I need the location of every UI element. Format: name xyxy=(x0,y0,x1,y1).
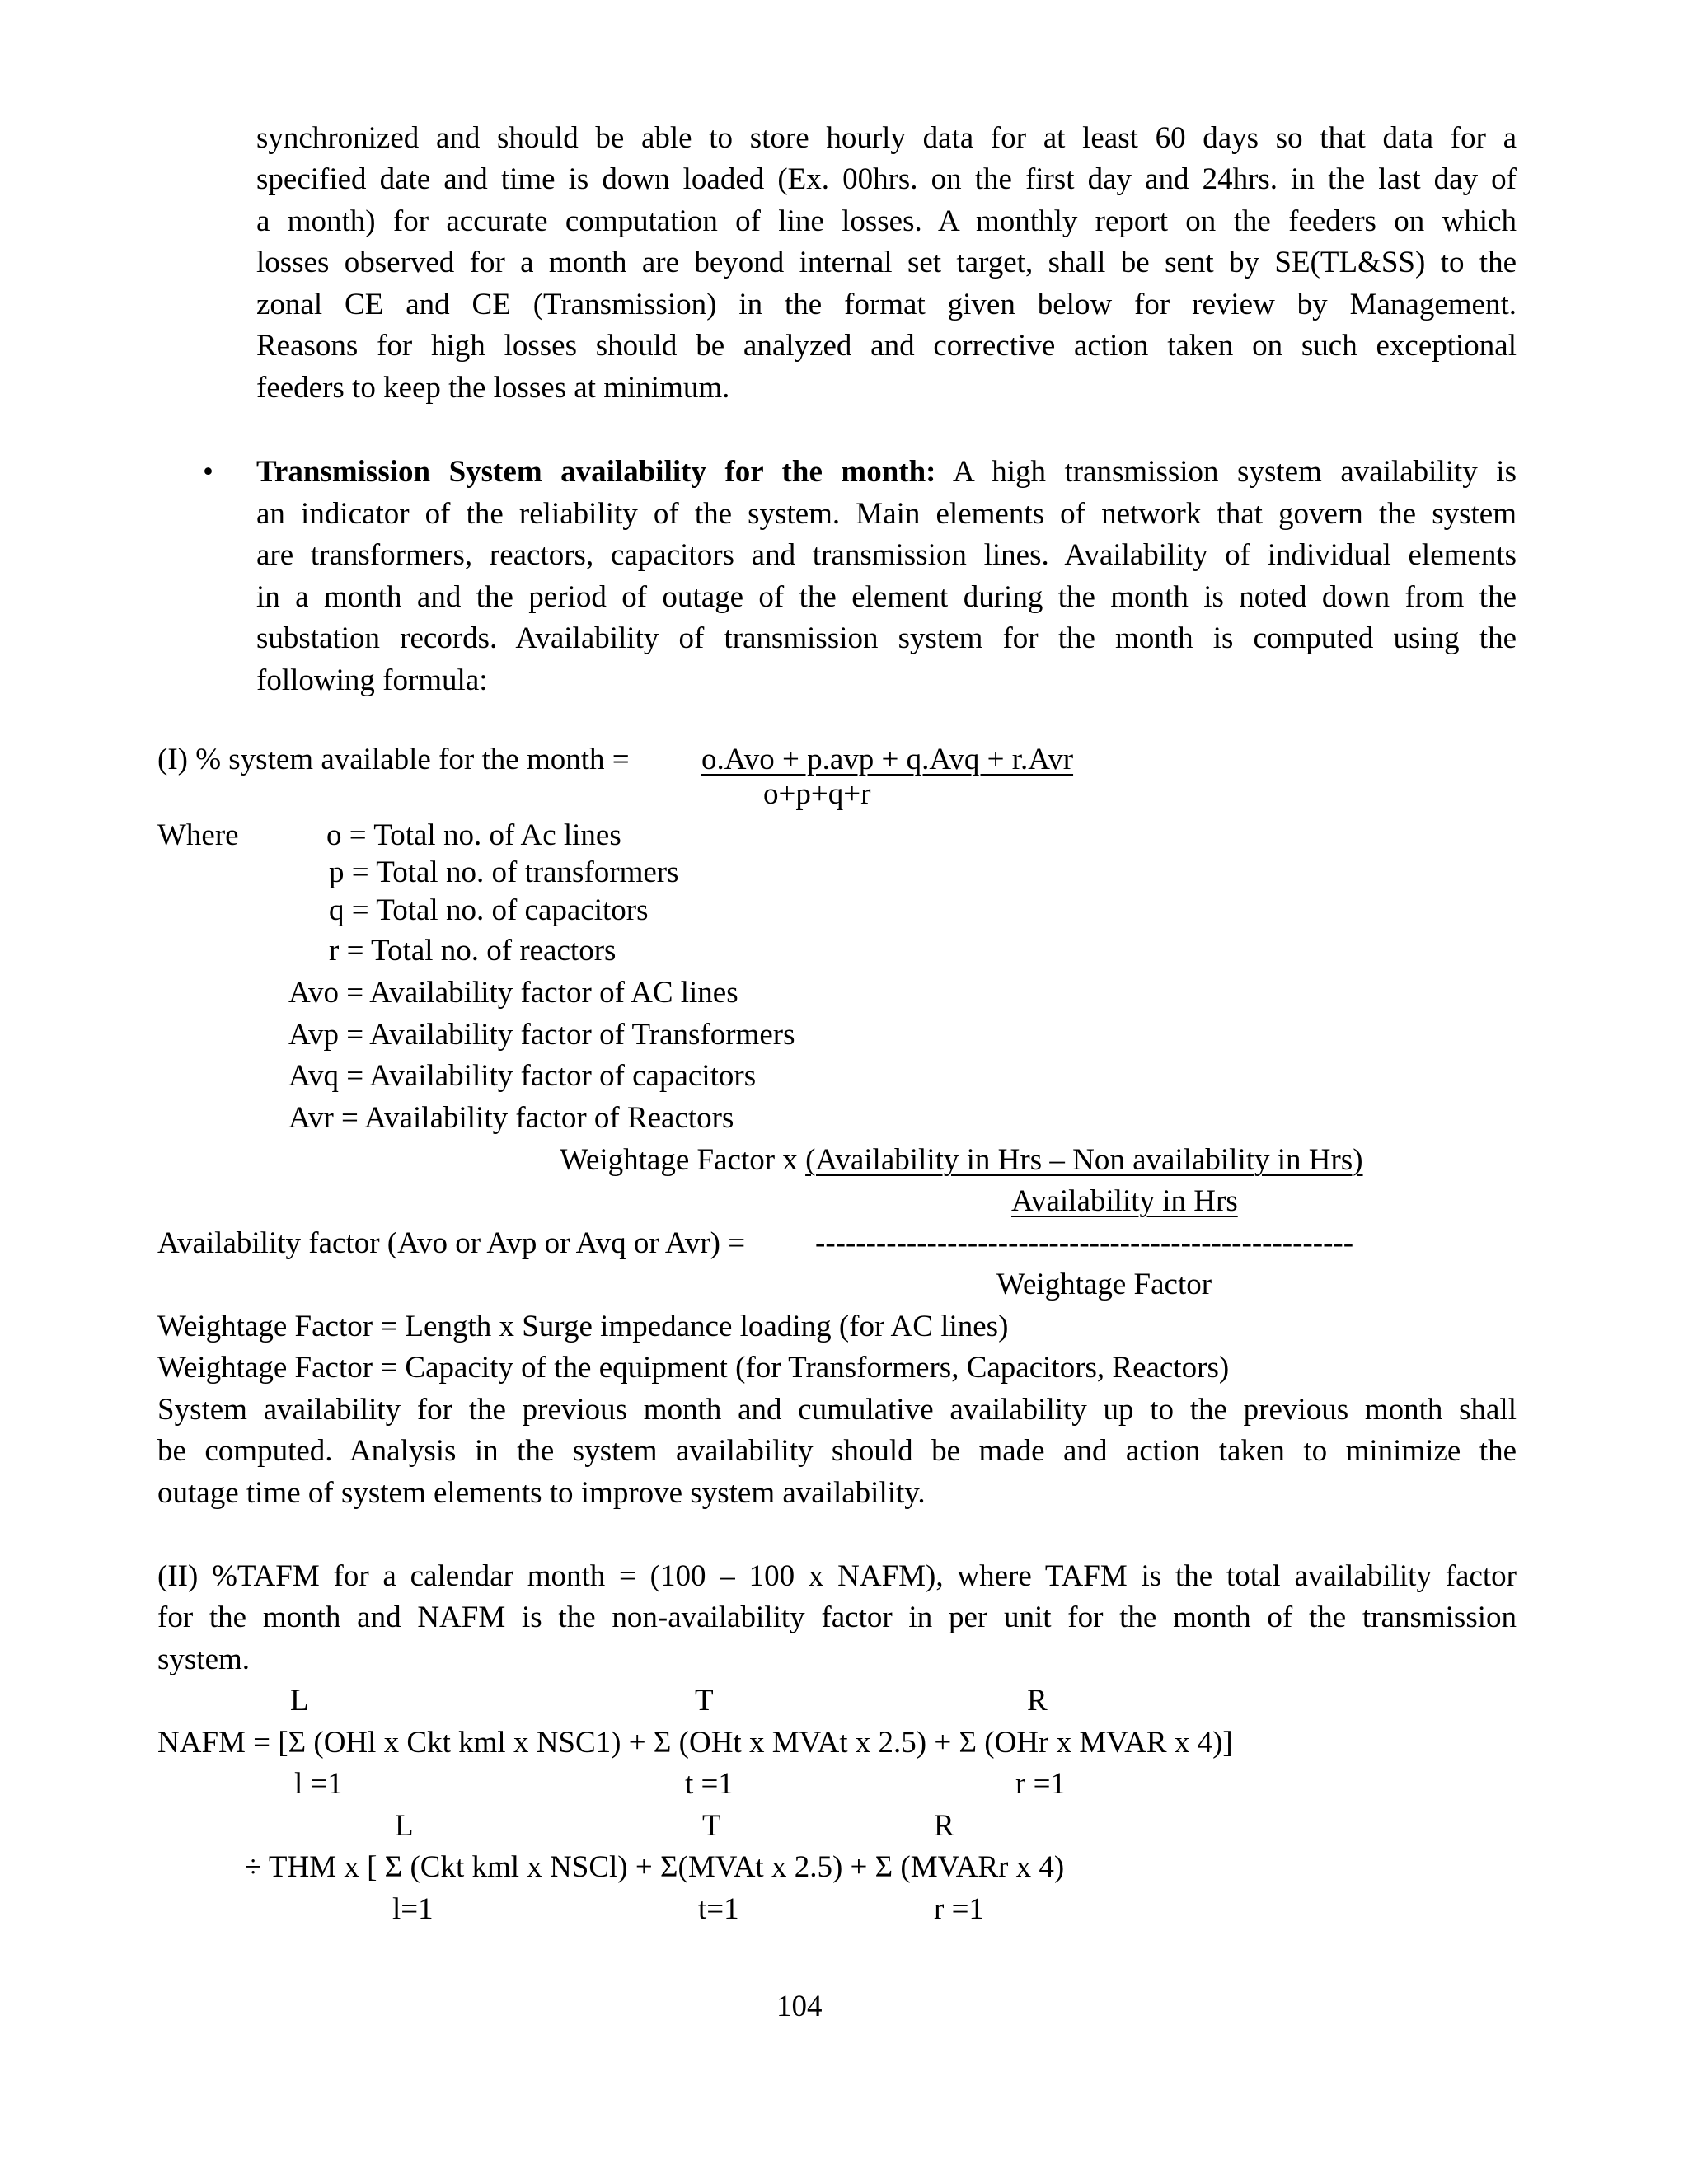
page-number: 104 xyxy=(776,1990,823,2023)
bullet-icon: • xyxy=(203,455,213,489)
summation-upper-limit: L xyxy=(290,1684,309,1718)
text-line: zonal CE and CE (Transmission) in the format given below for review by Management. xyxy=(256,288,1517,321)
summation-lower-limit: r =1 xyxy=(934,1892,984,1926)
bullet-first-line xyxy=(256,452,1517,494)
formula-numerator: o.Avo + p.avp + q.Avq + r.Avr xyxy=(701,743,1074,776)
text-line: for the month and NAFM is the non-availability factor in per unit for the month of the transmission xyxy=(157,1601,1517,1634)
bullet-heading: Transmission System availability for the month: xyxy=(256,455,936,489)
text-line: are transformers, reactors, capacitors and transmission lines. Availability of individual elements xyxy=(256,538,1517,572)
nafm-expression: NAFM = [Σ (OHl x Ckt kml x NSC1) + Σ (OHt x MVAt x 2.5) + Σ (OHr x MVAR x 4)] xyxy=(157,1726,1233,1760)
summation-lower-limit: r =1 xyxy=(1015,1767,1066,1801)
summation-lower-limit: t =1 xyxy=(685,1767,734,1801)
definition-line: Avo = Availability factor of AC lines xyxy=(288,976,738,1010)
formula-label: (I) % system available for the month = xyxy=(157,743,630,776)
text-line: a month) for accurate computation of line losses. A monthly report on the feeders on which xyxy=(256,204,1517,238)
definition-line: Avp = Availability factor of Transformers xyxy=(288,1018,795,1052)
text-line: an indicator of the reliability of the system. Main elements of network that govern the system xyxy=(256,497,1517,531)
availability-factor-label: Availability factor (Avo or Avp or Avq or Avr) = xyxy=(157,1226,746,1260)
summation-lower-limit: t=1 xyxy=(698,1892,739,1926)
text-line: outage time of system elements to improve system availability. xyxy=(157,1476,926,1510)
text-line: Reasons for high losses should be analyzed and corrective action taken on such exceptional xyxy=(256,329,1517,363)
summation-upper-limit: R xyxy=(1027,1684,1048,1718)
fraction-dashes: ----------------------------------------------------- xyxy=(815,1226,1354,1260)
text-line: following formula: xyxy=(256,663,488,697)
weightage-line-equipment: Weightage Factor = Capacity of the equipment (for Transformers, Capacitors, Reactors) xyxy=(157,1351,1230,1385)
text-line: substation records. Availability of transmission system for the month is computed using the xyxy=(256,621,1517,655)
text-line: system. xyxy=(157,1643,251,1676)
summation-upper-limit: T xyxy=(695,1684,714,1718)
summation-upper-limit: T xyxy=(702,1809,721,1843)
summation-upper-limit: L xyxy=(395,1809,414,1843)
numerator-prefix: Weightage Factor x xyxy=(560,1143,798,1177)
summation-upper-limit: R xyxy=(934,1809,954,1843)
text-line: losses observed for a month are beyond internal set target, shall be sent by SE(TL&SS) to the xyxy=(256,246,1517,279)
summation-lower-limit: l=1 xyxy=(392,1892,434,1926)
text-line: specified date and time is down loaded (Ex. 00hrs. on the first day and 24hrs. in the last day of xyxy=(256,162,1517,196)
weightage-numerator xyxy=(560,1140,1363,1182)
where-label: Where xyxy=(157,818,239,852)
definition-line: o = Total no. of Ac lines xyxy=(326,818,621,852)
text-line: System availability for the previous month and cumulative availability up to the previous month shall xyxy=(157,1393,1517,1427)
definition-line: r = Total no. of reactors xyxy=(329,934,617,968)
definition-line: Avr = Availability factor of Reactors xyxy=(288,1101,734,1135)
outer-denominator: Weightage Factor xyxy=(996,1268,1212,1301)
definition-line: q = Total no. of capacitors xyxy=(329,893,649,927)
inner-denominator: Availability in Hrs xyxy=(1011,1184,1238,1218)
text-line: in a month and the period of outage of the element during the month is noted down from the xyxy=(256,580,1517,614)
numerator-underlined: (Availability in Hrs – Non availability in Hrs) xyxy=(805,1143,1363,1177)
text-line: (II) %TAFM for a calendar month = (100 – 100 x NAFM), where TAFM is the total availability factor xyxy=(157,1559,1517,1593)
text-line: be computed. Analysis in the system availability should be made and action taken to minimize the xyxy=(157,1434,1517,1468)
definition-line: Avq = Availability factor of capacitors xyxy=(288,1059,757,1093)
weightage-line-ac: Weightage Factor = Length x Surge impedance loading (for AC lines) xyxy=(157,1310,1009,1343)
text-line: synchronized and should be able to store hourly data for at least 60 days so that data for a xyxy=(256,121,1517,155)
definition-line: p = Total no. of transformers xyxy=(329,855,679,889)
thm-expression: ÷ THM x [ Σ (Ckt kml x NSCl) + Σ(MVAt x 2.5) + Σ (MVARr x 4) xyxy=(245,1850,1065,1884)
bullet-first-line-text: A high transmission system availability is xyxy=(953,455,1517,489)
formula-denominator: o+p+q+r xyxy=(763,777,871,811)
summation-lower-limit: l =1 xyxy=(294,1767,343,1801)
text-line: feeders to keep the losses at minimum. xyxy=(256,371,730,405)
